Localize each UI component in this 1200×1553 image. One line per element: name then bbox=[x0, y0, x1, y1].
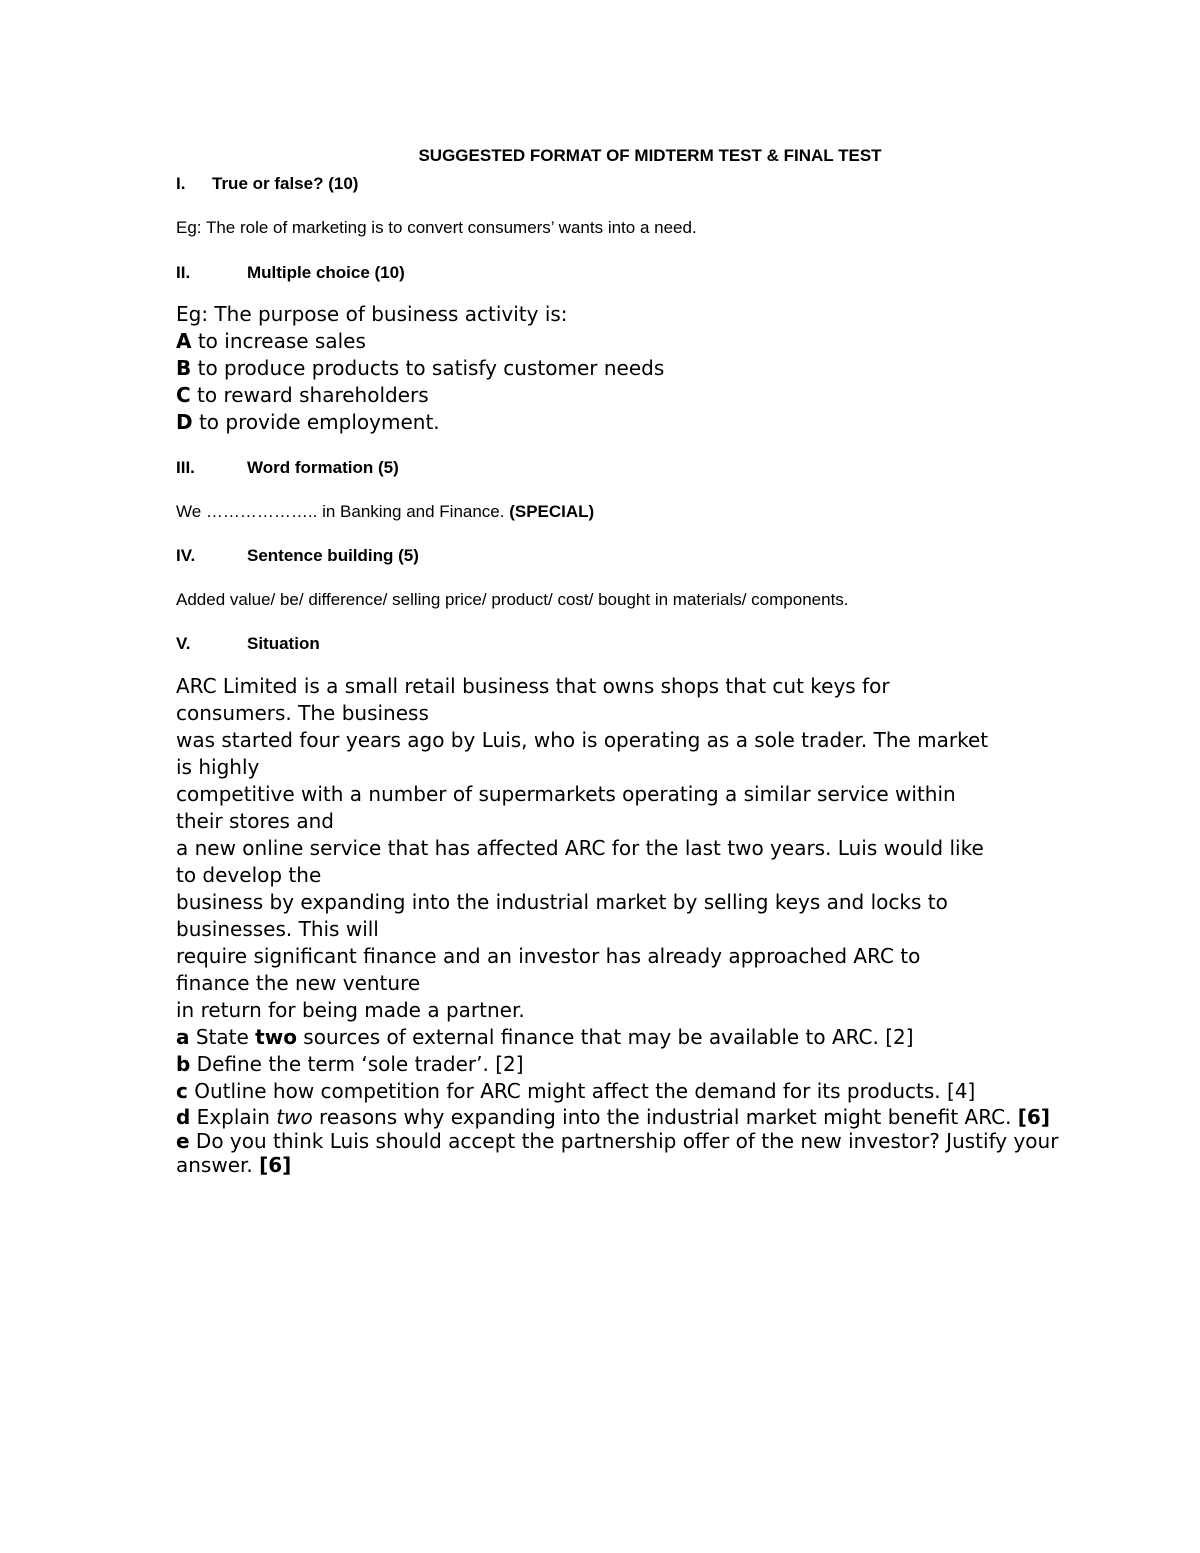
situation-line: finance the new venture bbox=[176, 971, 421, 995]
situation-line: businesses. This will bbox=[176, 917, 379, 941]
question-b bbox=[176, 1051, 1058, 1078]
situation-line: a new online service that has affected ARC for the last two years. Luis would like bbox=[176, 836, 984, 860]
situation-questions bbox=[176, 1024, 1058, 1177]
section-5-number: V. bbox=[176, 634, 191, 653]
mc-stem: Eg: The purpose of business activity is: bbox=[176, 302, 568, 326]
question-text: State bbox=[189, 1025, 256, 1049]
true-false-statement: The role of marketing is to convert consumers’ wants into a need. bbox=[201, 218, 697, 237]
section-1-heading: True or false? (10) bbox=[212, 174, 359, 193]
question-a bbox=[176, 1024, 1058, 1051]
situation-line: in return for being made a partner. bbox=[176, 998, 525, 1022]
situation-line: is highly bbox=[176, 755, 260, 779]
multiple-choice-example bbox=[176, 301, 664, 436]
option-text: to produce products to satisfy customer needs bbox=[191, 356, 665, 380]
word-formation-example bbox=[176, 502, 594, 522]
question-emphasis: two bbox=[255, 1025, 297, 1049]
situation-line: their stores and bbox=[176, 809, 334, 833]
eg-label: Eg: bbox=[176, 218, 202, 237]
mc-option-c bbox=[176, 382, 664, 409]
section-3-heading: Word formation (5) bbox=[247, 458, 399, 477]
option-text: to reward shareholders bbox=[190, 383, 429, 407]
question-marks: [6] bbox=[259, 1153, 292, 1177]
word-formation-sentence: We ……………….. in Banking and Finance. bbox=[176, 502, 510, 521]
page-title: SUGGESTED FORMAT OF MIDTERM TEST & FINAL TEST bbox=[418, 146, 882, 165]
section-1-number: I. bbox=[176, 174, 186, 193]
question-text: Do you think Luis should accept the partnership offer of the new investor? Justify your bbox=[189, 1129, 1059, 1153]
word-formation-hint: (SPECIAL) bbox=[509, 502, 595, 521]
mc-option-d bbox=[176, 409, 664, 436]
mc-option-b bbox=[176, 355, 664, 382]
sentence-building-example: Added value/ be/ difference/ selling price/ product/ cost/ bought in materials/ components. bbox=[176, 590, 849, 609]
question-letter: c bbox=[176, 1079, 188, 1103]
question-e-continued bbox=[176, 1153, 1058, 1177]
question-text: answer. bbox=[176, 1153, 260, 1177]
situation-line: ARC Limited is a small retail business that owns shops that cut keys for bbox=[176, 674, 890, 698]
option-letter: D bbox=[176, 410, 193, 434]
section-4-heading: Sentence building (5) bbox=[247, 546, 419, 565]
option-letter: C bbox=[176, 383, 191, 407]
true-false-example bbox=[176, 218, 697, 238]
question-emphasis: two bbox=[276, 1105, 313, 1129]
question-letter: e bbox=[176, 1129, 190, 1153]
option-text: to provide employment. bbox=[192, 410, 440, 434]
question-text: Define the term ‘sole trader’. [2] bbox=[190, 1052, 524, 1076]
question-c bbox=[176, 1078, 1058, 1105]
situation-line: to develop the bbox=[176, 863, 322, 887]
situation-line: competitive with a number of supermarkets operating a similar service within bbox=[176, 782, 956, 806]
situation-line: was started four years ago by Luis, who is operating as a sole trader. The market bbox=[176, 728, 989, 752]
section-4-number: IV. bbox=[176, 546, 196, 565]
option-text: to increase sales bbox=[191, 329, 366, 353]
situation-line: business by expanding into the industrial market by selling keys and locks to bbox=[176, 890, 948, 914]
section-2-heading: Multiple choice (10) bbox=[247, 263, 405, 282]
question-marks: [6] bbox=[1017, 1105, 1050, 1129]
question-letter: b bbox=[176, 1052, 191, 1076]
question-letter: d bbox=[176, 1105, 191, 1129]
question-text: Outline how competition for ARC might affect the demand for its products. [4] bbox=[187, 1079, 976, 1103]
situation-line: consumers. The business bbox=[176, 701, 429, 725]
question-text: reasons why expanding into the industrial market might benefit ARC. bbox=[312, 1105, 1018, 1129]
situation-paragraph bbox=[176, 673, 1076, 1024]
mc-option-a bbox=[176, 328, 664, 355]
question-e bbox=[176, 1129, 1058, 1153]
situation-line: require significant finance and an investor has already approached ARC to bbox=[176, 944, 921, 968]
section-2-number: II. bbox=[176, 263, 191, 282]
question-letter: a bbox=[176, 1025, 190, 1049]
question-d bbox=[176, 1105, 1058, 1129]
section-3-number: III. bbox=[176, 458, 195, 477]
option-letter: A bbox=[176, 329, 192, 353]
option-letter: B bbox=[176, 356, 192, 380]
question-text: sources of external finance that may be available to ARC. [2] bbox=[296, 1025, 914, 1049]
section-5-heading: Situation bbox=[247, 634, 320, 653]
question-text: Explain bbox=[190, 1105, 277, 1129]
